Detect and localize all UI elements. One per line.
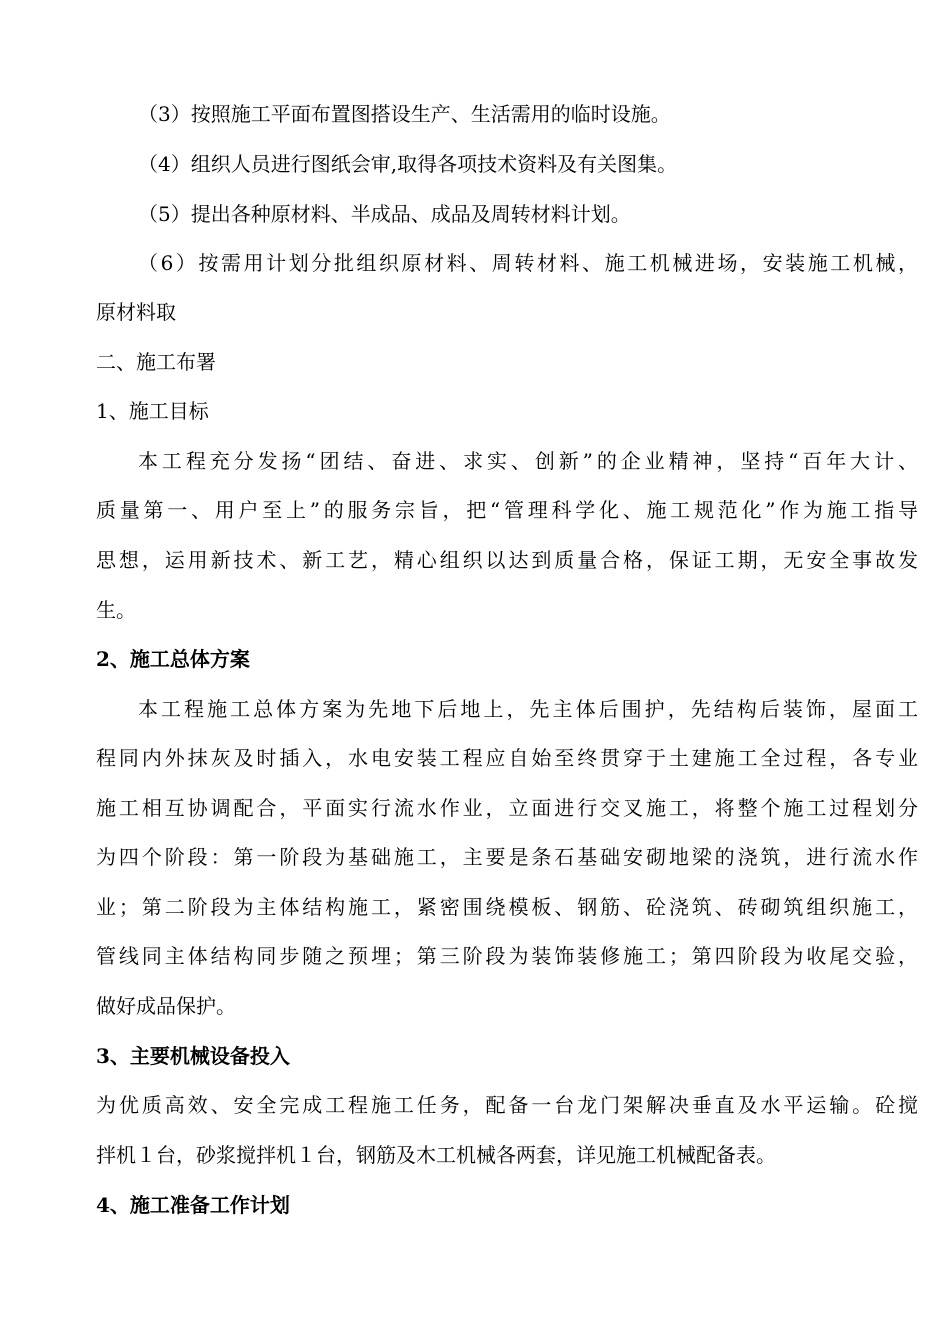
plan-text-line-2: 程同内外抹灰及时插入，水电安装工程应自始至终贯穿于土建施工全过程，各专业 bbox=[96, 746, 918, 770]
subheading-construction-goal: 1、施工目标 bbox=[96, 399, 209, 423]
goal-text-line-4: 生。 bbox=[96, 598, 136, 622]
plan-text-line-6: 管线同主体结构同步随之预埋；第三阶段为装饰装修施工；第四阶段为收尾交验， bbox=[96, 944, 918, 968]
goal-text-line-3: 思想，运用新技术、新工艺，精心组织以达到质量合格，保证工期，无安全事故发 bbox=[96, 548, 918, 572]
paragraph-item-5: （5）提出各种原材料、半成品、成品及周转材料计划。 bbox=[138, 202, 631, 226]
paragraph-item-4: （4）组织人员进行图纸会审,取得各项技术资料及有关图集。 bbox=[138, 152, 678, 176]
equipment-text-line-2: 拌机１台，砂浆搅拌机１台，钢筋及木工机械各两套，详见施工机械配备表。 bbox=[96, 1143, 776, 1167]
paragraph-item-3: （3）按照施工平面布置图搭设生产、生活需用的临时设施。 bbox=[138, 102, 671, 126]
plan-text-line-3: 施工相互协调配合，平面实行流水作业，立面进行交叉施工，将整个施工过程划分 bbox=[96, 796, 918, 820]
subheading-overall-plan: 2、施工总体方案 bbox=[96, 647, 250, 671]
plan-text-line-4: 为四个阶段：第一阶段为基础施工，主要是条石基础安砌地梁的浇筑，进行流水作 bbox=[96, 845, 918, 869]
plan-text-line-7: 做好成品保护。 bbox=[96, 994, 236, 1018]
paragraph-item-6-line-2: 原材料取 bbox=[96, 300, 176, 324]
plan-text-line-5: 业；第二阶段为主体结构施工，紧密围绕模板、钢筋、砼浇筑、砖砌筑组织施工， bbox=[96, 895, 918, 919]
subheading-main-equipment: 3、主要机械设备投入 bbox=[96, 1044, 290, 1068]
goal-text-line-2: 质量第一、用户至上”的服务宗旨，把“管理科学化、施工规范化”作为施工指导 bbox=[96, 498, 918, 522]
equipment-text-line-1: 为优质高效、安全完成工程施工任务，配备一台龙门架解决垂直及水平运输。砼搅 bbox=[96, 1093, 918, 1117]
plan-text-line-1: 本工程施工总体方案为先地下后地上，先主体后围护，先结构后装饰，屋面工 bbox=[138, 697, 918, 721]
paragraph-item-6-line-1: （6）按需用计划分批组织原材料、周转材料、施工机械进场，安装施工机械， bbox=[138, 251, 918, 275]
goal-text-line-1: 本工程充分发扬“团结、奋进、求实、创新”的企业精神，坚持“百年大计、 bbox=[138, 449, 918, 473]
subheading-preparation-plan: 4、施工准备工作计划 bbox=[96, 1193, 290, 1217]
section-heading-construction-layout: 二、施工布署 bbox=[96, 350, 216, 374]
